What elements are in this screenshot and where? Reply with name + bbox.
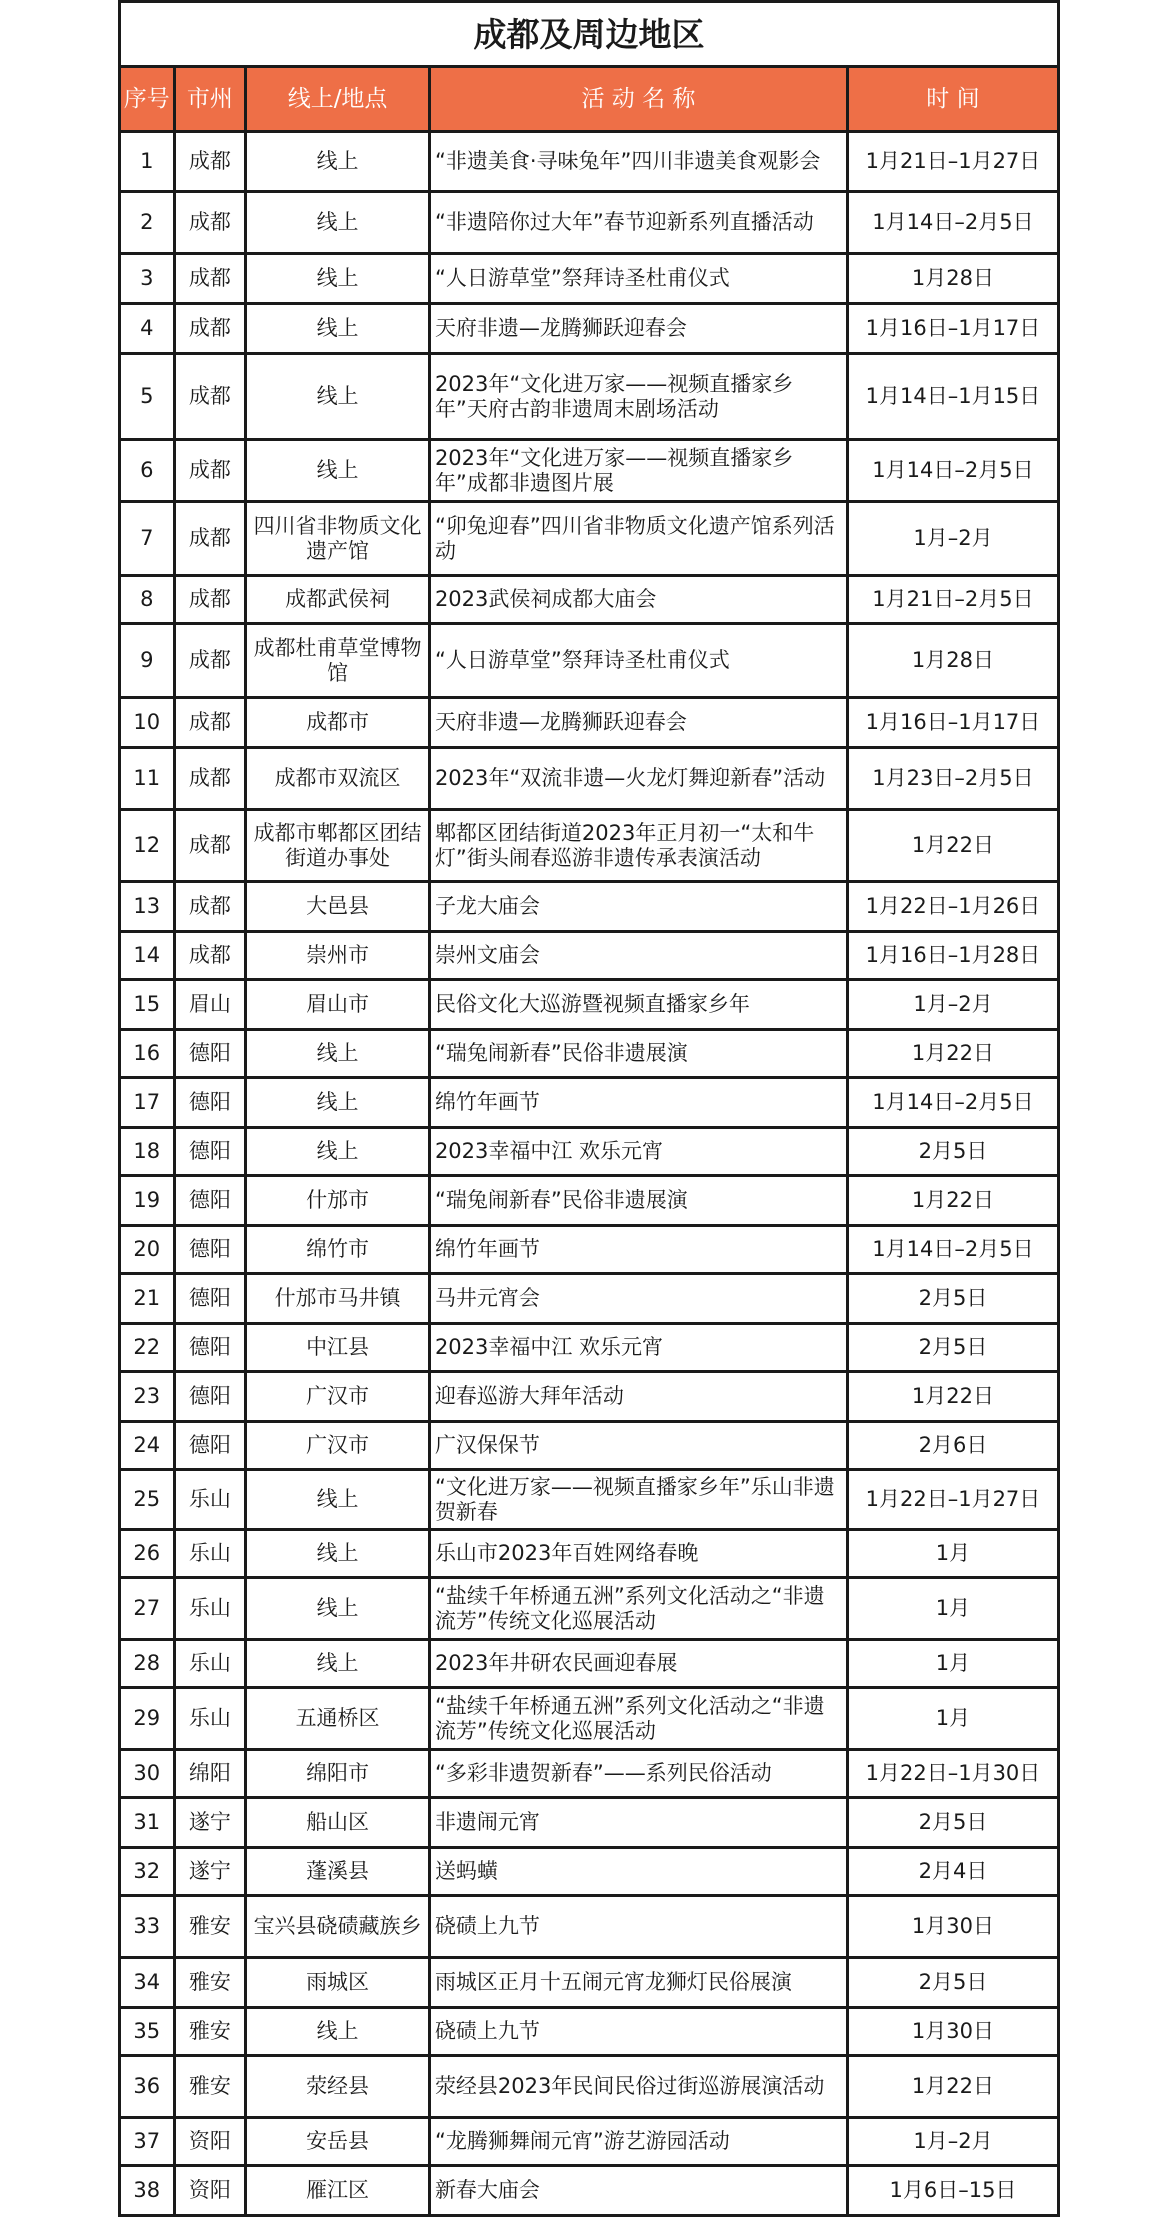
row-index: 8 [120,576,175,624]
row-activity-name: 硗碛上九节 [429,2008,847,2056]
row-city: 德阳 [174,1078,246,1128]
row-city: 成都 [174,810,246,882]
row-time: 1月28日 [847,254,1058,304]
row-city: 成都 [174,932,246,980]
row-activity-name: 硗碛上九节 [429,1896,847,1958]
table-row [120,1578,1059,1640]
row-city: 德阳 [174,1030,246,1078]
table-row [120,304,1059,354]
row-place: 线上 [246,1578,430,1640]
row-place: 崇州市 [246,932,430,980]
row-time: 1月14日–2月5日 [847,440,1058,502]
row-index: 20 [120,1226,175,1274]
row-time: 1月14日–2月5日 [847,192,1058,254]
row-place: 蓬溪县 [246,1848,430,1896]
table-row [120,2166,1059,2216]
row-city: 成都 [174,576,246,624]
row-activity-name: 崇州文庙会 [429,932,847,980]
table-row [120,2118,1059,2166]
row-index: 18 [120,1128,175,1176]
table-row [120,932,1059,980]
table-body [120,132,1059,2216]
row-place: 线上 [246,1640,430,1688]
row-city: 乐山 [174,1578,246,1640]
row-time: 1月 [847,1640,1058,1688]
row-activity-name: 子龙大庙会 [429,882,847,932]
row-activity-name: 2023武侯祠成都大庙会 [429,576,847,624]
row-place: 线上 [246,254,430,304]
table-row [120,1750,1059,1798]
row-city: 遂宁 [174,1848,246,1896]
row-index: 27 [120,1578,175,1640]
table-row [120,354,1059,440]
row-index: 30 [120,1750,175,1798]
row-index: 14 [120,932,175,980]
row-city: 成都 [174,192,246,254]
row-index: 25 [120,1470,175,1530]
table-row [120,1530,1059,1578]
row-time: 2月5日 [847,1274,1058,1324]
row-activity-name: 2023幸福中江 欢乐元宵 [429,1128,847,1176]
table-title: 成都及周边地区 [120,2,1059,67]
row-index: 19 [120,1176,175,1226]
table-row [120,502,1059,576]
table-row [120,192,1059,254]
table-row [120,624,1059,698]
row-time: 1月–2月 [847,980,1058,1030]
row-place: 线上 [246,1470,430,1530]
row-time: 1月21日–1月27日 [847,132,1058,192]
row-time: 2月5日 [847,1798,1058,1848]
table-row [120,1324,1059,1372]
row-city: 雅安 [174,2056,246,2118]
row-activity-name: 绵竹年画节 [429,1078,847,1128]
row-time: 2月4日 [847,1848,1058,1896]
row-time: 1月22日–1月27日 [847,1470,1058,1530]
row-time: 1月22日 [847,1372,1058,1422]
row-activity-name: “人日游草堂”祭拜诗圣杜甫仪式 [429,624,847,698]
row-time: 1月21日–2月5日 [847,576,1058,624]
row-activity-name: “盐续千年桥通五洲”系列文化活动之“非遗流芳”传统文化巡展活动 [429,1688,847,1750]
row-activity-name: 非遗闹元宵 [429,1798,847,1848]
table-row [120,882,1059,932]
row-city: 资阳 [174,2166,246,2216]
row-place: 什邡市 [246,1176,430,1226]
header-time: 时 间 [847,67,1058,132]
row-index: 31 [120,1798,175,1848]
row-place: 成都武侯祠 [246,576,430,624]
row-activity-name: “盐续千年桥通五洲”系列文化活动之“非遗流芳”传统文化巡展活动 [429,1578,847,1640]
table-row [120,1078,1059,1128]
row-time: 1月14日–2月5日 [847,1226,1058,1274]
row-city: 雅安 [174,1958,246,2008]
row-city: 德阳 [174,1274,246,1324]
row-place: 线上 [246,1030,430,1078]
row-city: 资阳 [174,2118,246,2166]
row-activity-name: 迎春巡游大拜年活动 [429,1372,847,1422]
row-place: 眉山市 [246,980,430,1030]
row-index: 26 [120,1530,175,1578]
row-city: 成都 [174,354,246,440]
row-activity-name: 新春大庙会 [429,2166,847,2216]
row-time: 2月6日 [847,1422,1058,1470]
row-city: 德阳 [174,1324,246,1372]
header-activity-name: 活 动 名 称 [429,67,847,132]
row-activity-name: 荥经县2023年民间民俗过街巡游展演活动 [429,2056,847,2118]
row-city: 乐山 [174,1640,246,1688]
table-row [120,748,1059,810]
row-place: 线上 [246,132,430,192]
row-place: 成都市双流区 [246,748,430,810]
row-place: 绵阳市 [246,1750,430,1798]
row-place: 线上 [246,192,430,254]
row-index: 29 [120,1688,175,1750]
row-activity-name: 2023年“文化进万家——视频直播家乡年”天府古韵非遗周末剧场活动 [429,354,847,440]
header-row [120,67,1059,132]
row-activity-name: 广汉保保节 [429,1422,847,1470]
row-time: 2月5日 [847,1324,1058,1372]
row-index: 3 [120,254,175,304]
row-activity-name: “卯兔迎春”四川省非物质文化遗产馆系列活动 [429,502,847,576]
table-row [120,1030,1059,1078]
row-activity-name: “非遗美食·寻味兔年”四川非遗美食观影会 [429,132,847,192]
row-city: 成都 [174,882,246,932]
row-place: 大邑县 [246,882,430,932]
row-city: 乐山 [174,1470,246,1530]
row-city: 成都 [174,132,246,192]
table-row [120,1896,1059,1958]
table-row [120,1226,1059,1274]
table-row [120,1470,1059,1530]
row-time: 1月22日 [847,810,1058,882]
row-index: 6 [120,440,175,502]
row-city: 成都 [174,748,246,810]
row-index: 15 [120,980,175,1030]
table-row [120,254,1059,304]
row-place: 线上 [246,1078,430,1128]
table-row [120,1798,1059,1848]
row-activity-name: “多彩非遗贺新春”——系列民俗活动 [429,1750,847,1798]
row-city: 成都 [174,502,246,576]
row-activity-name: 天府非遗—龙腾狮跃迎春会 [429,304,847,354]
table-row [120,698,1059,748]
header-city: 市州 [174,67,246,132]
row-index: 35 [120,2008,175,2056]
row-activity-name: “瑞兔闹新春”民俗非遗展演 [429,1030,847,1078]
table-row [120,576,1059,624]
row-city: 遂宁 [174,1798,246,1848]
row-place: 线上 [246,304,430,354]
row-place: 广汉市 [246,1372,430,1422]
row-place: 线上 [246,440,430,502]
row-index: 13 [120,882,175,932]
row-activity-name: 2023幸福中江 欢乐元宵 [429,1324,847,1372]
row-activity-name: 2023年井研农民画迎春展 [429,1640,847,1688]
row-activity-name: 郫都区团结街道2023年正月初一“太和牛灯”街头闹春巡游非遗传承表演活动 [429,810,847,882]
row-city: 成都 [174,698,246,748]
table-row [120,2008,1059,2056]
event-table-sheet [118,0,1060,2217]
row-city: 德阳 [174,1176,246,1226]
row-city: 雅安 [174,2008,246,2056]
row-place: 成都市 [246,698,430,748]
row-time: 2月5日 [847,1958,1058,2008]
row-city: 雅安 [174,1896,246,1958]
row-place: 雁江区 [246,2166,430,2216]
row-index: 2 [120,192,175,254]
row-time: 1月30日 [847,1896,1058,1958]
table-row [120,980,1059,1030]
table-row [120,440,1059,502]
row-activity-name: 天府非遗—龙腾狮跃迎春会 [429,698,847,748]
row-time: 1月14日–2月5日 [847,1078,1058,1128]
table-row [120,810,1059,882]
row-time: 1月 [847,1688,1058,1750]
table-row [120,132,1059,192]
row-place: 广汉市 [246,1422,430,1470]
row-activity-name: 2023年“文化进万家——视频直播家乡年”成都非遗图片展 [429,440,847,502]
row-time: 1月23日–2月5日 [847,748,1058,810]
row-time: 1月22日 [847,2056,1058,2118]
table-row [120,1372,1059,1422]
table-row [120,1128,1059,1176]
row-place: 线上 [246,1128,430,1176]
row-activity-name: “龙腾狮舞闹元宵”游艺游园活动 [429,2118,847,2166]
row-place: 中江县 [246,1324,430,1372]
table-row [120,2056,1059,2118]
row-place: 安岳县 [246,2118,430,2166]
row-index: 11 [120,748,175,810]
row-index: 1 [120,132,175,192]
table-row [120,1176,1059,1226]
row-index: 9 [120,624,175,698]
row-time: 1月 [847,1578,1058,1640]
row-city: 德阳 [174,1422,246,1470]
row-index: 22 [120,1324,175,1372]
row-city: 德阳 [174,1226,246,1274]
row-place: 绵竹市 [246,1226,430,1274]
row-time: 1月22日–1月26日 [847,882,1058,932]
row-city: 绵阳 [174,1750,246,1798]
row-city: 乐山 [174,1688,246,1750]
row-place: 五通桥区 [246,1688,430,1750]
row-time: 1月22日 [847,1030,1058,1078]
table-row [120,1274,1059,1324]
table-row [120,1422,1059,1470]
row-time: 1月14日–1月15日 [847,354,1058,440]
row-time: 2月5日 [847,1128,1058,1176]
row-activity-name: 送蚂蟥 [429,1848,847,1896]
row-place: 线上 [246,2008,430,2056]
row-time: 1月–2月 [847,2118,1058,2166]
row-index: 16 [120,1030,175,1078]
row-activity-name: 马井元宵会 [429,1274,847,1324]
row-time: 1月28日 [847,624,1058,698]
row-index: 5 [120,354,175,440]
row-activity-name: 雨城区正月十五闹元宵龙狮灯民俗展演 [429,1958,847,2008]
row-time: 1月–2月 [847,502,1058,576]
table-row [120,1848,1059,1896]
row-city: 德阳 [174,1128,246,1176]
row-index: 24 [120,1422,175,1470]
row-index: 21 [120,1274,175,1324]
row-index: 28 [120,1640,175,1688]
row-activity-name: 民俗文化大巡游暨视频直播家乡年 [429,980,847,1030]
row-activity-name: 绵竹年画节 [429,1226,847,1274]
row-index: 33 [120,1896,175,1958]
row-city: 德阳 [174,1372,246,1422]
row-city: 成都 [174,304,246,354]
row-city: 成都 [174,254,246,304]
row-index: 32 [120,1848,175,1896]
header-index: 序号 [120,67,175,132]
row-city: 乐山 [174,1530,246,1578]
row-place: 成都市郫都区团结街道办事处 [246,810,430,882]
row-activity-name: “文化进万家——视频直播家乡年”乐山非遗贺新春 [429,1470,847,1530]
table-row [120,1640,1059,1688]
row-time: 1月22日 [847,1176,1058,1226]
row-place: 线上 [246,354,430,440]
row-index: 17 [120,1078,175,1128]
row-index: 10 [120,698,175,748]
row-index: 36 [120,2056,175,2118]
row-time: 1月16日–1月17日 [847,698,1058,748]
row-activity-name: “人日游草堂”祭拜诗圣杜甫仪式 [429,254,847,304]
row-city: 成都 [174,440,246,502]
row-place: 什邡市马井镇 [246,1274,430,1324]
event-table [118,0,1060,2217]
row-place: 雨城区 [246,1958,430,2008]
row-time: 1月22日–1月30日 [847,1750,1058,1798]
row-index: 4 [120,304,175,354]
row-time: 1月16日–1月17日 [847,304,1058,354]
table-row [120,1688,1059,1750]
row-place: 成都杜甫草堂博物馆 [246,624,430,698]
table-row [120,1958,1059,2008]
row-time: 1月16日–1月28日 [847,932,1058,980]
row-place: 船山区 [246,1798,430,1848]
row-time: 1月30日 [847,2008,1058,2056]
row-time: 1月6日–15日 [847,2166,1058,2216]
row-time: 1月 [847,1530,1058,1578]
row-city: 眉山 [174,980,246,1030]
header-place: 线上/地点 [246,67,430,132]
row-activity-name: 乐山市2023年百姓网络春晚 [429,1530,847,1578]
row-index: 12 [120,810,175,882]
row-place: 线上 [246,1530,430,1578]
row-activity-name: “瑞兔闹新春”民俗非遗展演 [429,1176,847,1226]
row-place: 宝兴县硗碛藏族乡 [246,1896,430,1958]
row-index: 7 [120,502,175,576]
row-city: 成都 [174,624,246,698]
row-index: 23 [120,1372,175,1422]
row-index: 34 [120,1958,175,2008]
row-index: 38 [120,2166,175,2216]
row-index: 37 [120,2118,175,2166]
row-activity-name: “非遗陪你过大年”春节迎新系列直播活动 [429,192,847,254]
row-activity-name: 2023年“双流非遗—火龙灯舞迎新春”活动 [429,748,847,810]
row-place: 四川省非物质文化遗产馆 [246,502,430,576]
row-place: 荥经县 [246,2056,430,2118]
